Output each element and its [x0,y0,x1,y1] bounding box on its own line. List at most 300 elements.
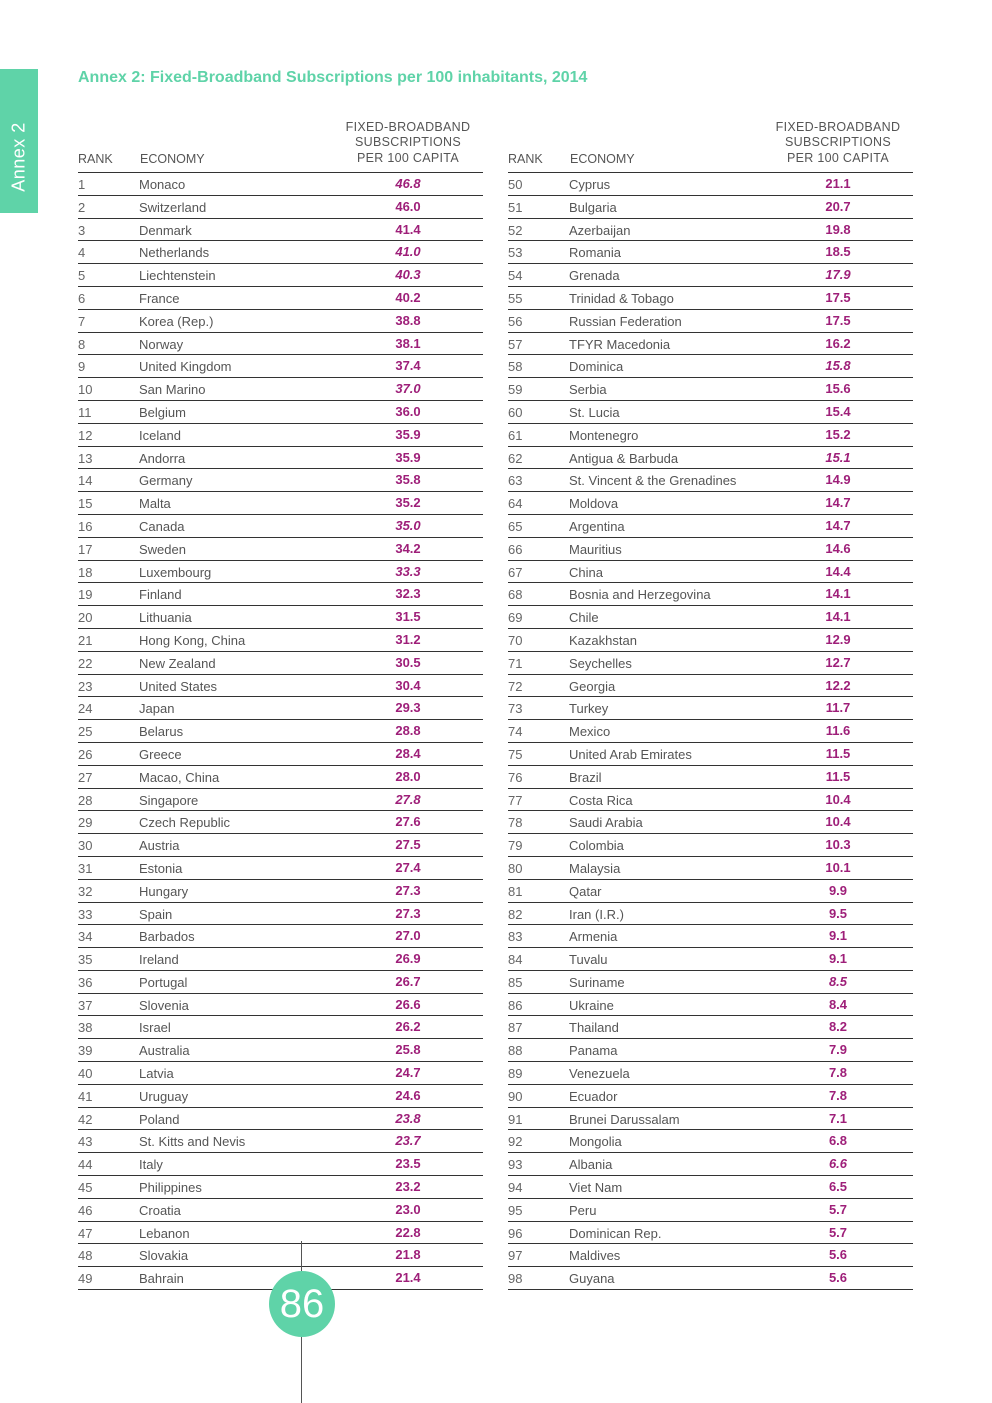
value-cell: 7.9 [828,1042,848,1058]
rank-cell: 85 [508,974,523,990]
table-row [78,264,483,287]
rank-cell: 61 [508,427,523,443]
value-cell: 30.4 [395,677,421,693]
table-row [78,1062,483,1085]
table-row [78,994,483,1017]
table-row [508,1085,913,1108]
rank-cell: 23 [78,678,93,694]
economy-cell: Sweden [139,541,186,557]
rank-cell: 38 [78,1020,93,1036]
table-row [78,789,483,812]
table-row [78,173,483,196]
economy-cell: Bahrain [139,1271,184,1287]
value-column-header [763,120,913,167]
rank-cell: 4 [78,245,86,261]
rank-cell: 58 [508,359,523,375]
table-row [508,561,913,584]
value-header-line: SUBSCRIPTIONS [355,135,461,149]
economy-cell: Lithuania [139,610,192,626]
rank-cell: 32 [78,883,93,899]
table-row [508,1244,913,1267]
value-cell: 6.6 [828,1156,848,1172]
value-cell: 26.7 [395,973,421,989]
rank-cell: 13 [78,450,93,466]
table-row [508,1199,913,1222]
value-cell: 38.8 [395,312,421,328]
rank-cell: 49 [78,1271,93,1287]
rank-cell: 52 [508,222,523,238]
economy-cell: Russian Federation [569,313,682,329]
value-cell: 9.1 [828,928,848,944]
value-cell: 8.5 [828,973,848,989]
rank-cell: 14 [78,473,93,489]
value-cell: 33.3 [395,563,421,579]
rank-cell: 17 [78,541,93,557]
annex-side-tab-label: Annex 2 [8,122,29,192]
economy-cell: Greece [139,746,182,762]
rank-cell: 94 [508,1180,523,1196]
table-row [78,401,483,424]
rank-cell: 93 [508,1157,523,1173]
rank-cell: 16 [78,518,93,534]
rank-cell: 83 [508,929,523,945]
economy-cell: Macao, China [139,769,220,785]
value-cell: 27.3 [395,882,421,898]
rank-cell: 6 [78,290,86,306]
value-cell: 5.6 [828,1247,848,1263]
rank-cell: 73 [508,701,523,717]
table-row [508,515,913,538]
ranking-table-left [78,118,483,1290]
rank-cell: 36 [78,974,93,990]
rank-cell: 34 [78,929,93,945]
table-row [78,1085,483,1108]
value-cell: 15.2 [825,426,851,442]
table-row [78,903,483,926]
value-cell: 37.4 [395,358,421,374]
economy-cell: Kazakhstan [569,632,637,648]
economy-cell: Bulgaria [569,199,617,215]
table-row [508,994,913,1017]
table-row [78,925,483,948]
rank-cell: 7 [78,313,86,329]
value-cell: 11.7 [825,700,851,716]
table-row [78,378,483,401]
value-cell: 7.8 [828,1065,848,1081]
page-number-connector-line [301,1337,302,1403]
table-row [78,492,483,515]
rank-cell: 76 [508,769,523,785]
economy-cell: Turkey [569,701,609,717]
economy-cell: Panama [569,1043,618,1059]
rank-cell: 30 [78,838,93,854]
value-cell: 12.7 [825,654,851,670]
page-number-connector-line [301,1241,302,1271]
rank-cell: 71 [508,655,523,671]
value-cell: 5.7 [828,1201,848,1217]
economy-cell: Albania [569,1157,613,1173]
economy-cell: Venezuela [569,1066,630,1082]
table-row [78,652,483,675]
value-cell: 14.1 [825,609,851,625]
table-row [508,857,913,880]
economy-cell: Maldives [569,1248,621,1264]
rank-cell: 41 [78,1088,93,1104]
table-row [508,811,913,834]
value-cell: 16.2 [825,335,851,351]
value-cell: 31.5 [395,609,421,625]
economy-cell: Montenegro [569,427,639,443]
economy-cell: Argentina [569,518,625,534]
rank-cell: 56 [508,313,523,329]
economy-cell: Uruguay [139,1088,189,1104]
rank-cell: 98 [508,1271,523,1287]
value-cell: 37.0 [395,381,421,397]
economy-cell: Netherlands [139,245,210,261]
rank-cell: 77 [508,792,523,808]
rank-cell: 25 [78,724,93,740]
economy-cell: Dominica [569,359,624,375]
economy-cell: Ukraine [569,997,614,1013]
value-cell: 27.4 [395,859,421,875]
economy-column-header: ECONOMY [570,152,635,166]
table-row [508,1176,913,1199]
rank-cell: 91 [508,1111,523,1127]
rank-cell: 81 [508,883,523,899]
table-row [508,652,913,675]
economy-cell: Estonia [139,860,183,876]
rank-cell: 12 [78,427,93,443]
rank-cell: 79 [508,838,523,854]
economy-cell: Luxembourg [139,564,212,580]
table-row [508,1222,913,1245]
economy-cell: United States [139,678,218,694]
value-cell: 29.3 [395,700,421,716]
value-cell: 36.0 [395,403,421,419]
economy-cell: Slovakia [139,1248,189,1264]
value-cell: 10.1 [825,859,851,875]
value-cell: 25.8 [395,1042,421,1058]
value-cell: 10.3 [825,837,851,853]
value-cell: 6.5 [828,1179,848,1195]
value-cell: 12.9 [825,631,851,647]
value-cell: 19.8 [825,221,851,237]
economy-cell: Ecuador [569,1088,618,1104]
table-row [78,196,483,219]
value-cell: 23.2 [395,1179,421,1195]
table-row [78,1199,483,1222]
economy-cell: St. Lucia [569,404,620,420]
rank-cell: 66 [508,541,523,557]
table-row [508,1108,913,1131]
value-cell: 41.0 [395,244,421,260]
value-cell: 18.5 [825,244,851,260]
value-cell: 34.2 [395,540,421,556]
value-cell: 26.6 [395,996,421,1012]
table-row [78,424,483,447]
table-body [508,173,913,1290]
value-cell: 7.8 [828,1087,848,1103]
value-header-line: SUBSCRIPTIONS [785,135,891,149]
rank-column-header: RANK [508,152,543,166]
ranking-table-right [508,118,913,1290]
value-cell: 23.0 [395,1201,421,1217]
table-row [508,538,913,561]
value-cell: 20.7 [825,198,851,214]
table-row [78,606,483,629]
value-cell: 35.9 [395,426,421,442]
table-row [78,1016,483,1039]
rank-cell: 28 [78,792,93,808]
value-cell: 24.7 [395,1065,421,1081]
table-row [78,333,483,356]
table-row [78,1039,483,1062]
table-row [508,264,913,287]
rank-cell: 92 [508,1134,523,1150]
value-header-line: PER 100 CAPITA [357,150,459,165]
table-row [508,971,913,994]
table-row [78,469,483,492]
economy-cell: Grenada [569,268,620,284]
economy-cell: Azerbaijan [569,222,631,238]
economy-cell: Trinidad & Tobago [569,290,674,306]
rank-cell: 43 [78,1134,93,1150]
table-row [78,948,483,971]
economy-cell: St. Kitts and Nevis [139,1134,246,1150]
economy-cell: Hungary [139,883,189,899]
table-row [508,948,913,971]
economy-cell: Barbados [139,929,195,945]
economy-cell: Iran (I.R.) [569,906,624,922]
rank-cell: 44 [78,1157,93,1173]
table-row [78,1244,483,1267]
value-cell: 32.3 [395,586,421,602]
table-row [78,971,483,994]
table-row [508,766,913,789]
economy-cell: Slovenia [139,997,189,1013]
economy-cell: Belgium [139,404,186,420]
rank-column-header: RANK [78,152,113,166]
page-number: 86 [269,1271,335,1337]
rank-cell: 20 [78,610,93,626]
page-title: Annex 2: Fixed-Broadband Subscriptions per 100 inhabitants, 2014 [78,69,588,86]
table-row [508,219,913,242]
table-row [78,811,483,834]
economy-cell: Malaysia [569,860,621,876]
economy-cell: Qatar [569,883,602,899]
rank-cell: 62 [508,450,523,466]
value-cell: 35.9 [395,449,421,465]
value-cell: 26.9 [395,951,421,967]
rank-cell: 54 [508,268,523,284]
value-header-line: FIXED-BROADBAND [345,119,471,134]
rank-cell: 86 [508,997,523,1013]
value-cell: 30.5 [395,654,421,670]
value-cell: 27.3 [395,905,421,921]
value-cell: 24.6 [395,1087,421,1103]
table-row [508,629,913,652]
economy-cell: Norway [139,336,184,352]
value-cell: 31.2 [395,631,421,647]
rank-cell: 26 [78,746,93,762]
table-row [78,857,483,880]
value-cell: 27.6 [395,814,421,830]
rank-cell: 87 [508,1020,523,1036]
table-row [508,1016,913,1039]
table-row [508,310,913,333]
rank-cell: 46 [78,1202,93,1218]
value-cell: 22.8 [395,1224,421,1240]
economy-cell: St. Vincent & the Grenadines [569,473,737,489]
value-cell: 28.0 [395,768,421,784]
economy-cell: TFYR Macedonia [569,336,671,352]
table-row [508,378,913,401]
rank-cell: 47 [78,1225,93,1241]
rank-cell: 33 [78,906,93,922]
value-cell: 5.6 [828,1270,848,1286]
rank-cell: 51 [508,199,523,215]
value-cell: 21.4 [395,1270,421,1286]
value-cell: 35.8 [395,472,421,488]
economy-cell: Bosnia and Herzegovina [569,587,711,603]
rank-cell: 27 [78,769,93,785]
rank-cell: 70 [508,632,523,648]
economy-cell: Mauritius [569,541,622,557]
value-cell: 8.2 [828,1019,848,1035]
economy-cell: Guyana [569,1271,615,1287]
value-cell: 9.5 [828,905,848,921]
rank-cell: 31 [78,860,93,876]
rank-cell: 59 [508,382,523,398]
economy-cell: Iceland [139,427,181,443]
rank-cell: 2 [78,199,86,215]
economy-cell: Portugal [139,974,188,990]
table-row [508,880,913,903]
value-cell: 15.4 [825,403,851,419]
value-cell: 26.2 [395,1019,421,1035]
table-row [78,766,483,789]
economy-cell: Mexico [569,724,611,740]
value-column-header [333,120,483,167]
value-cell: 41.4 [395,221,421,237]
rank-cell: 11 [78,404,92,420]
rank-cell: 55 [508,290,523,306]
value-cell: 17.5 [825,312,851,328]
economy-cell: Seychelles [569,655,632,671]
rank-cell: 29 [78,815,93,831]
economy-cell: Lebanon [139,1225,190,1241]
table-row [508,675,913,698]
table-row [78,355,483,378]
table-row [78,720,483,743]
table-row [508,424,913,447]
economy-cell: Belarus [139,724,184,740]
rank-cell: 8 [78,336,86,352]
economy-cell: United Kingdom [139,359,232,375]
value-header-line: FIXED-BROADBAND [775,119,901,134]
economy-cell: Germany [139,473,193,489]
economy-cell: Serbia [569,382,607,398]
rank-cell: 75 [508,746,523,762]
value-cell: 7.1 [828,1110,848,1126]
rank-cell: 67 [508,564,523,580]
value-cell: 6.8 [828,1133,848,1149]
rank-cell: 48 [78,1248,93,1264]
rank-cell: 35 [78,952,93,968]
economy-cell: Spain [139,906,173,922]
rank-cell: 74 [508,724,523,740]
table-row [78,310,483,333]
rank-cell: 19 [78,587,93,603]
value-cell: 35.0 [395,517,421,533]
economy-cell: Denmark [139,222,192,238]
economy-cell: Liechtenstein [139,268,216,284]
value-cell: 14.4 [825,563,851,579]
economy-cell: Poland [139,1111,180,1127]
economy-cell: Colombia [569,838,624,854]
table-row [78,447,483,470]
rank-cell: 64 [508,496,523,512]
table-row [78,880,483,903]
table-row [78,1130,483,1153]
rank-cell: 45 [78,1180,93,1196]
rank-cell: 15 [78,496,93,512]
economy-cell: Czech Republic [139,815,231,831]
value-cell: 5.7 [828,1224,848,1240]
rank-cell: 22 [78,655,93,671]
economy-cell: Finland [139,587,182,603]
rank-cell: 10 [78,382,93,398]
rank-cell: 68 [508,587,523,603]
rank-cell: 9 [78,359,86,375]
value-cell: 35.2 [395,495,421,511]
rank-cell: 84 [508,952,523,968]
table-row [78,834,483,857]
value-cell: 11.5 [825,745,851,761]
economy-cell: Korea (Rep.) [139,313,214,329]
rank-cell: 40 [78,1066,93,1082]
economy-cell: Switzerland [139,199,207,215]
table-row [508,333,913,356]
economy-cell: Brunei Darussalam [569,1111,680,1127]
economy-cell: Singapore [139,792,199,808]
economy-cell: Romania [569,245,622,261]
value-cell: 27.5 [395,837,421,853]
value-cell: 23.5 [395,1156,421,1172]
table-row [508,1267,913,1290]
economy-cell: New Zealand [139,655,216,671]
table-row [78,1108,483,1131]
value-cell: 17.9 [825,267,851,283]
table-row [508,492,913,515]
value-cell: 12.2 [825,677,851,693]
economy-cell: Canada [139,518,185,534]
table-row [508,469,913,492]
economy-cell: Suriname [569,974,625,990]
rank-cell: 21 [78,632,93,648]
value-cell: 14.9 [825,472,851,488]
value-cell: 15.1 [825,449,851,465]
rank-cell: 3 [78,222,86,238]
value-cell: 10.4 [825,791,851,807]
value-cell: 40.3 [395,267,421,283]
table-row [508,173,913,196]
table-row [508,355,913,378]
economy-cell: Costa Rica [569,792,633,808]
economy-cell: Moldova [569,496,619,512]
rank-cell: 39 [78,1043,93,1059]
table-header [508,118,913,173]
